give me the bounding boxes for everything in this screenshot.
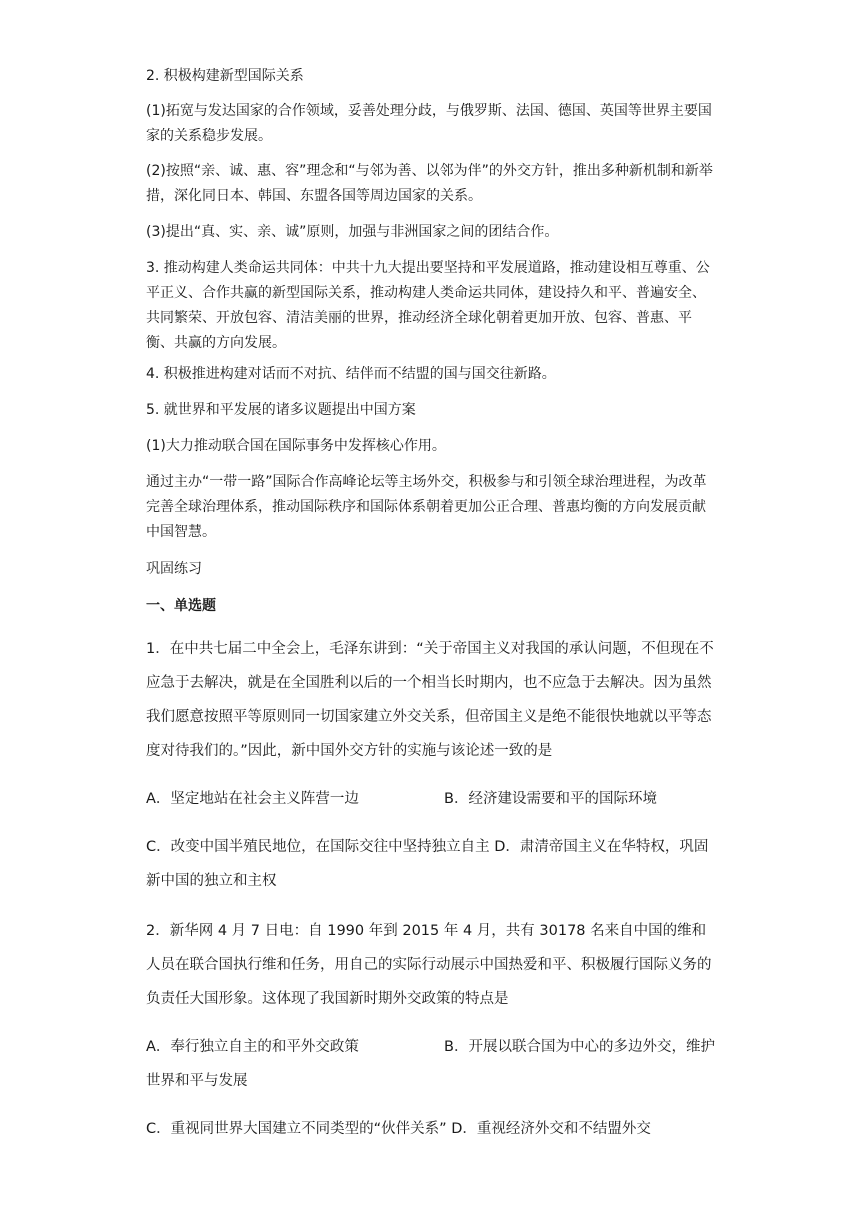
question-2-option-b: B．开展以联合国为中心的多边外交，维护世界和平与发展 [146,1039,715,1089]
question-2-option-d: D．重视经济外交和不结盟外交 [451,1121,651,1137]
section-2-title: 2. 积极构建新型国际关系 [146,68,304,84]
question-1-stem: 1．在中共七届二中全会上，毛泽东讲到：“关于帝国主义对我国的承认问题，不但现在不应急于去解决，就是在全国胜利以后的一个相当长时期内，也不应急于去解决。因为虽然我们愿意按照平等原则同一切国家建立外交关系，但帝国主义是绝不能很快地就以平等态度对待我们的。”因此，新中国外交方针的实施与该论述一致的是 [146,641,714,759]
section-2-item-3: (3)提出“真、实、亲、诚”原则，加强与非洲国家之间的团结合作。 [146,224,559,240]
practice-heading: 巩固练习 [146,561,202,577]
question-1-options-row-1 [146,782,718,816]
question-1-option-b: B．经济建设需要和平的国际环境 [444,791,657,807]
section-2-item-1: (1)拓宽与发达国家的合作领域，妥善处理分歧，与俄罗斯、法国、德国、英国等世界主要国家的关系稳步发展。 [146,103,712,144]
section-2-item-2: (2)按照“亲、诚、惠、容”理念和“与邻为善、以邻为伴”的外交方针，推出多种新机制和新举措，深化同日本、韩国、东盟各国等周边国家的关系。 [146,163,713,204]
question-1-options-c-d [146,830,718,898]
section-4-paragraph: 4. 积极推进构建对话而不对抗、结伴而不结盟的国与国交往新路。 [146,366,556,382]
question-1-option-c: C．改变中国半殖民地位，在国际交往中坚持独立自主 [146,839,490,855]
question-1-option-d: D．肃清帝国主义在华特权，巩固新中国的独立和主权 [146,839,709,889]
question-2-option-c: C．重视同世界大国建立不同类型的“伙伴关系” [146,1121,447,1137]
question-2-options-c-d [146,1112,718,1146]
question-2-option-a: A．奉行独立自主的和平外交政策 [146,1039,359,1055]
section-5-paragraph: 通过主办“一带一路”国际合作高峰论坛等主场外交，积极参与和引领全球治理进程，为改革完善全球治理体系，推动国际秩序和国际体系朝着更加公正合理、普惠均衡的方向发展贡献中国智慧。 [146,474,707,540]
question-2-stem: 2．新华网 4 月 7 日电：自 1990 年到 2015 年 4 月，共有 30178 名来自中国的维和人员在联合国执行维和任务，用自己的实际行动展示中国热爱和平、积极履行国际义务的负责任大国形象。这体现了我国新时期外交政策的特点是 [146,923,712,1007]
section-5-item-1: (1)大力推动联合国在国际事务中发挥核心作用。 [146,438,446,454]
section-heading-single-choice: 一、单选题 [146,598,216,614]
section-3-paragraph: 3. 推动构建人类命运共同体：中共十九大提出要坚持和平发展道路，推动建设相互尊重、公平正义、合作共赢的新型国际关系，推动构建人类命运共同体，建设持久和平、普遍安全、共同繁荣、开放包容、清洁美丽的世界，推动经济全球化朝着更加开放、包容、普惠、平衡、共赢的方向发展。 [146,260,710,351]
question-1-option-a: A．坚定地站在社会主义阵营一边 [146,791,359,807]
section-5-title: 5. 就世界和平发展的诸多议题提出中国方案 [146,402,416,418]
question-2-options-a-b [146,1030,718,1098]
